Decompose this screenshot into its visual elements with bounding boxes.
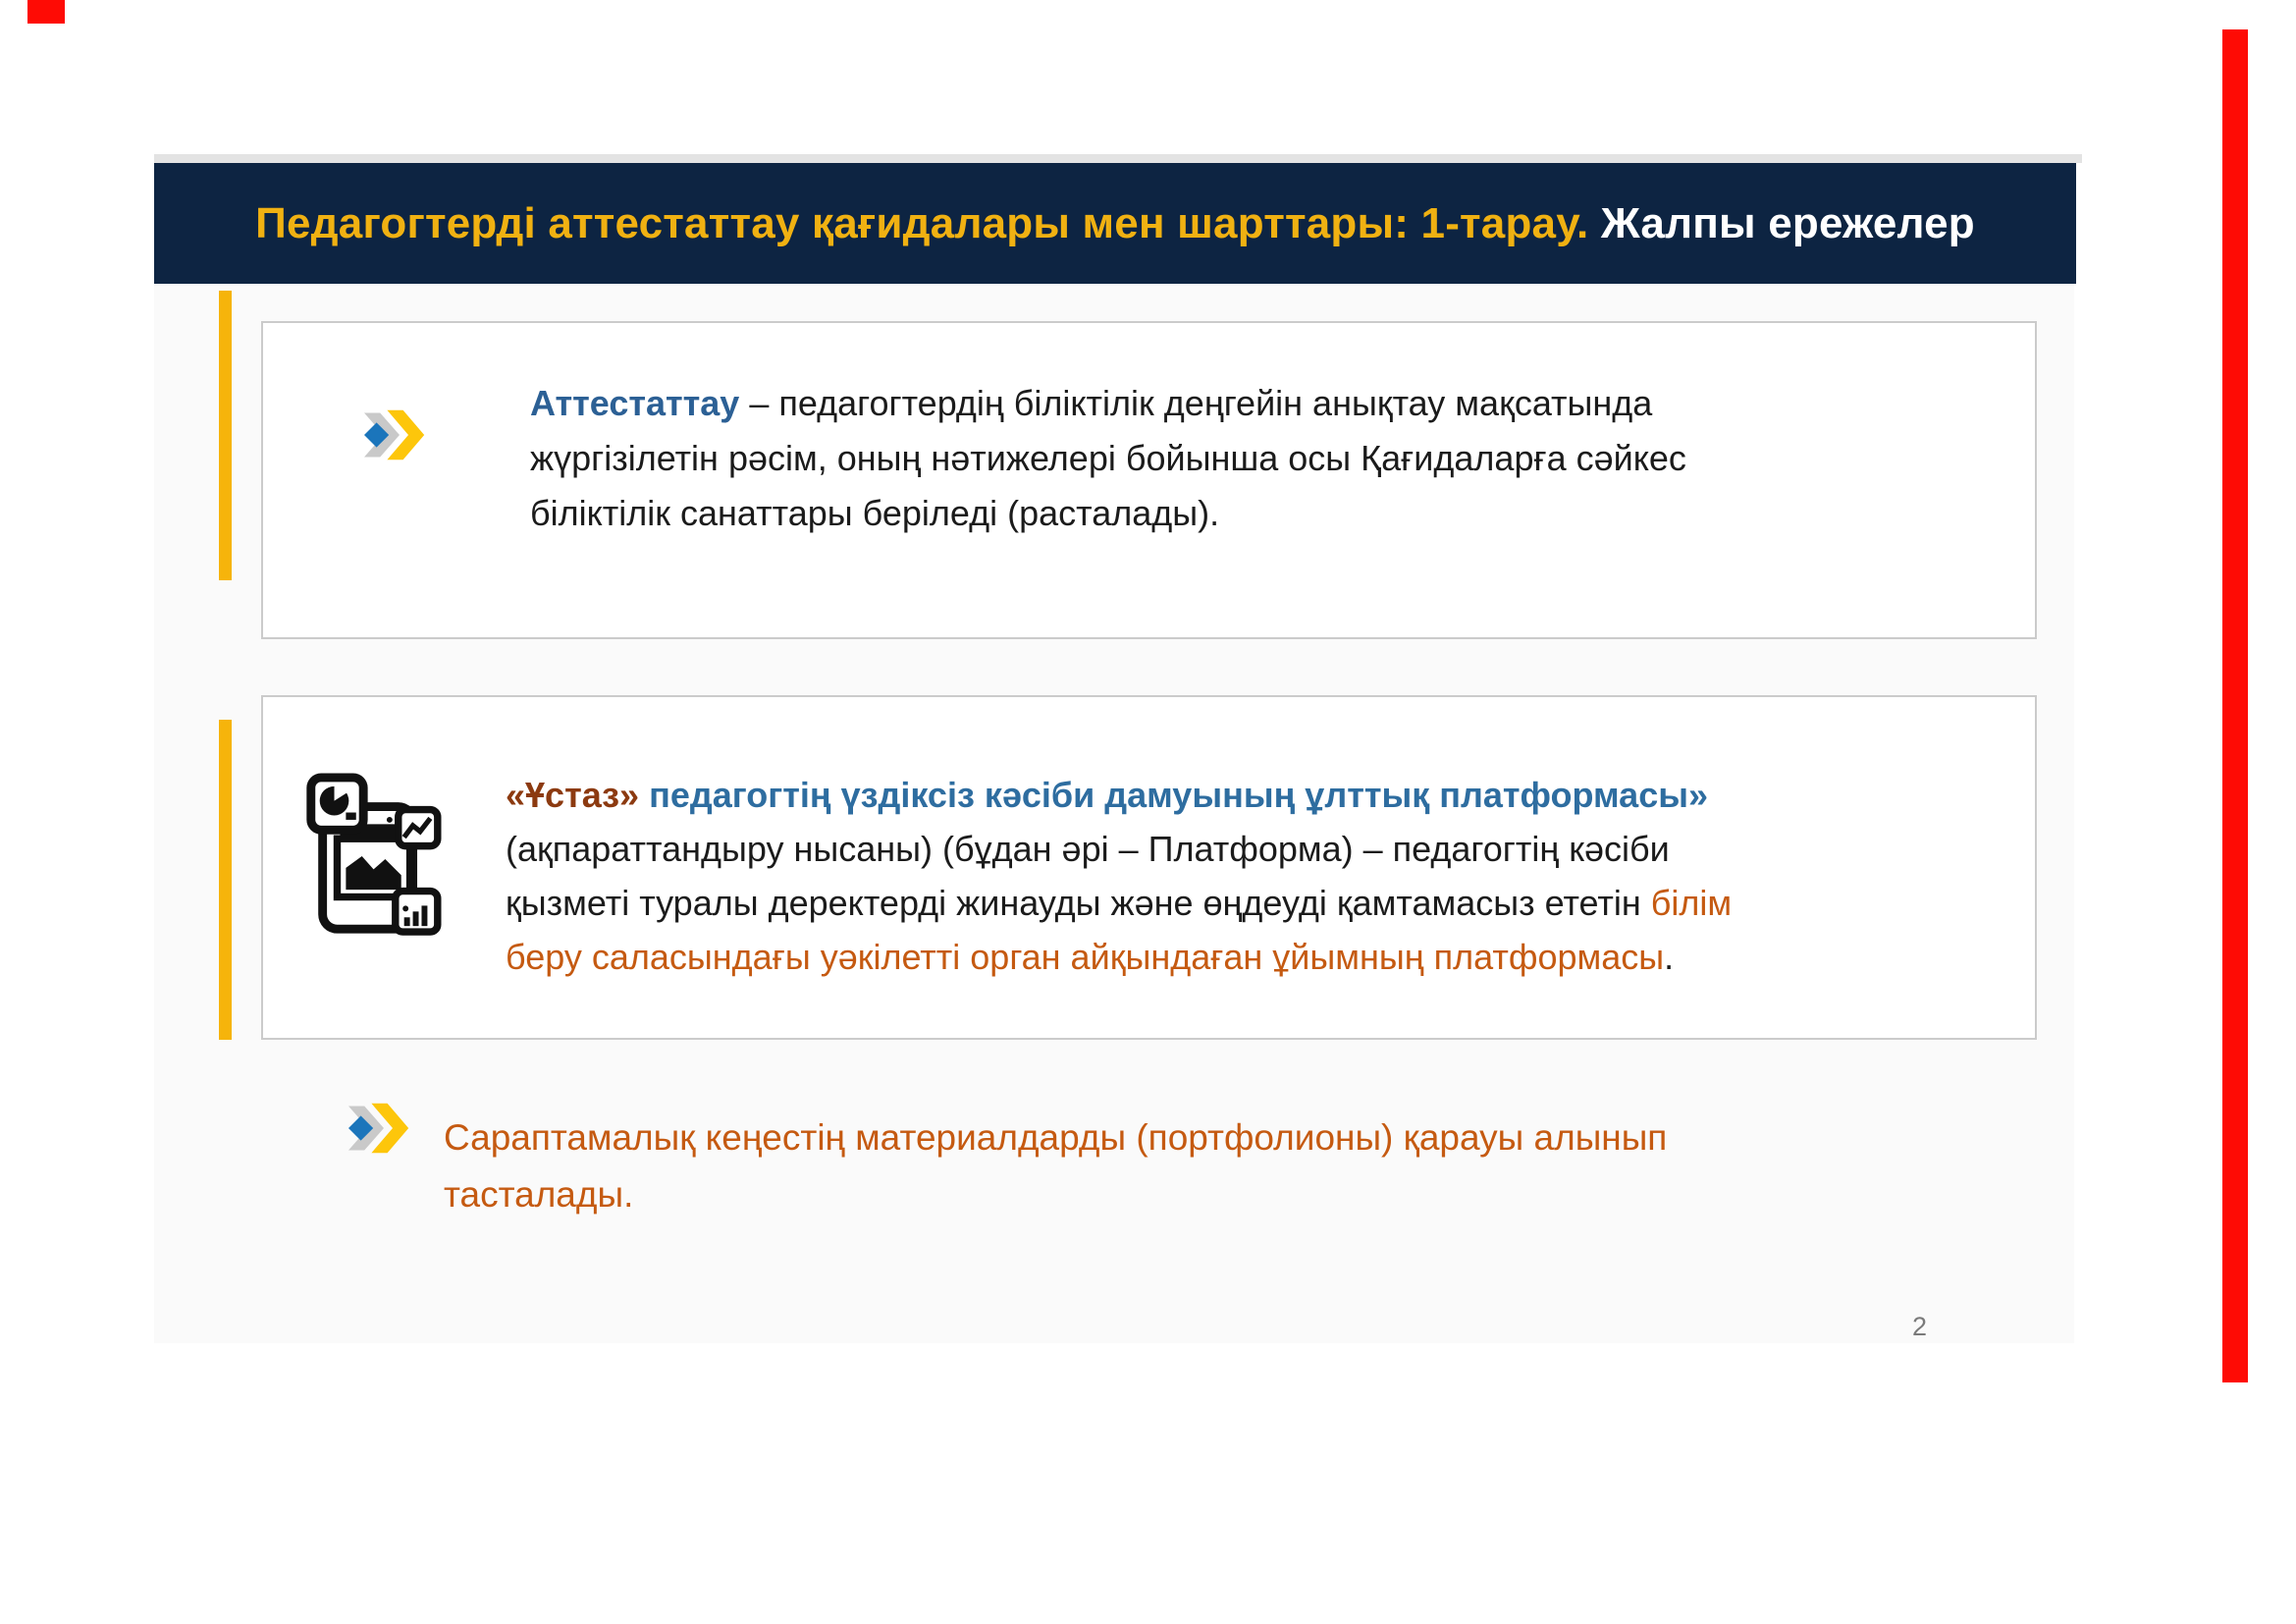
- page-title: [255, 199, 1975, 248]
- attestation-body: – педагогтердің біліктілік деңгейін анықтау мақсатында жүргізілетін рәсім, оның нәтижелері бойынша осы Қағидаларға сәйкес біліктілік санаттары беріледі (расталады).: [530, 383, 1686, 533]
- platform-devices-icon: [304, 772, 452, 941]
- accent-bar-box1: [219, 291, 232, 580]
- page-title-suffix: Жалпы ережелер: [1600, 198, 1975, 247]
- slide-header-bar: [154, 163, 2076, 284]
- double-chevron-icon: [355, 407, 426, 462]
- platform-title-rest: педагогтің үздіксіз кәсіби дамуының ұлттық платформасы»: [649, 775, 1708, 815]
- platform-body: [506, 822, 1791, 984]
- platform-title-line: [506, 768, 1791, 822]
- accent-bar-box2: [219, 720, 232, 1040]
- slide-top-strip: [154, 154, 2082, 163]
- attestation-definition-text: [530, 376, 1762, 541]
- attestation-term: Аттестаттау: [530, 383, 740, 423]
- page-title-highlight: Педагогтерді аттестаттау қағидалары мен шарттары: 1-тарау.: [255, 198, 1589, 247]
- red-annotation-strip: [2222, 29, 2248, 1382]
- expert-council-note: Сараптамалық кеңестің материалдарды (портфолионы) қарауы алынып тасталады.: [444, 1117, 1668, 1215]
- page-number: 2: [1912, 1312, 1928, 1341]
- platform-definition-text: [506, 768, 1791, 984]
- platform-body-plain: (ақпараттандыру нысаны) (бұдан әрі – Платформа) – педагогтің кәсіби қызметі туралы деректерді жинауды және өңдеуді қамтамасыз ететін: [506, 829, 1670, 923]
- platform-term: «Ұстаз»: [506, 775, 640, 815]
- platform-body-highlight: білім беру саласындағы уәкілетті орган айқындаған ұйымның платформасы: [506, 883, 1733, 977]
- red-annotation-mark: [27, 0, 65, 24]
- double-chevron-icon: [340, 1101, 410, 1156]
- platform-body-end: .: [1664, 937, 1675, 977]
